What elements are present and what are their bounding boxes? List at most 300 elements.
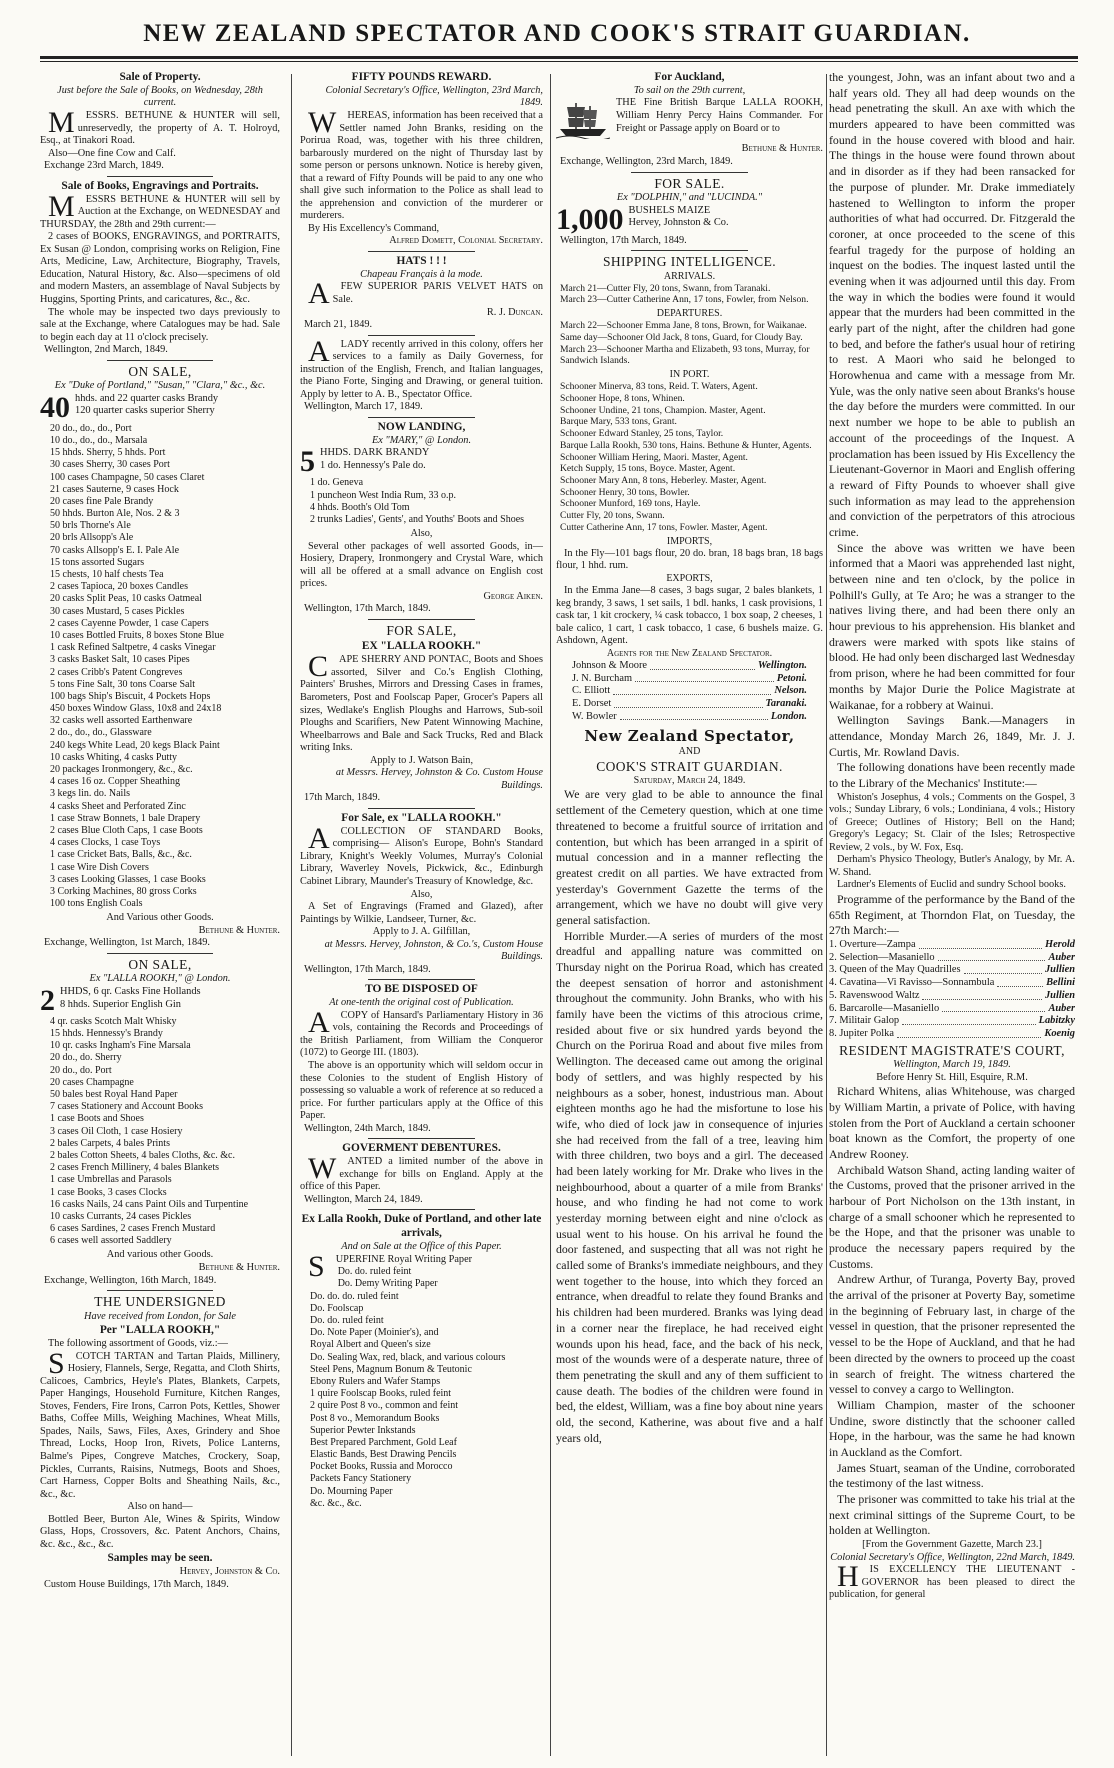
list-item: 2 trunks Ladies', Gents', and Youths' Boots and Shoes [310,513,525,525]
agent-row [556,698,823,711]
dateline: at Messrs. Hervey, Johnston & Co. Custom House Buildings. [335,767,543,791]
ship-advert [556,97,823,141]
ad-subheading: Wellington, March 19, 1849. [893,1059,1011,1071]
list-item: 1 case Umbrellas and Parasols [50,1174,172,1186]
list-item: 6 cases Sardines, 2 cases French Mustard [50,1223,216,1235]
center-line: Also on hand— [127,1501,193,1513]
small-heading: IMPORTS, [666,535,713,547]
column-rule-1 [291,74,292,1756]
piece-title: 2. Selection—Masaniello [829,951,935,963]
small-heading: IN PORT. [669,369,710,381]
lead-number: 2 [40,983,55,1017]
article-paragraph: Wellington Savings Bank.—Managers in attendance, Monday March 26, 1849, Mr. J. J. Curtis, Mr. Rowland Davis. [829,713,1075,759]
ad-subheading: And on Sale at the Office of this Paper. [341,1241,502,1253]
list-item: Steel Pens, Magnum Bonum & Teutonic [310,1363,472,1375]
list-item: 20 packages Ironmongery, &c., &c. [50,764,193,776]
list-item: 6 cases well assorted Saddlery [50,1235,172,1247]
ad-subheading: Ex "DOLPHIN," and "LUCINDA." [616,192,763,204]
composer: Koenig [1044,1027,1075,1039]
composer: Jullien [1044,964,1075,976]
section-heading: SHIPPING INTELLIGENCE. [602,254,777,270]
dateline: Exchange, Wellington, 23rd March, 1849. [560,156,733,167]
piece-title: 5. Ravenswood Waltz [829,989,920,1001]
list-item: 100 cases Champagne, 50 cases Claret [50,471,205,483]
agent-name: Johnson & Moore [572,659,648,671]
article-paragraph: the youngest, John, was an infant about two and a half years old. They all had deep wounds on the head penetrating the skull. An axe with which the murders appeared to have been committed was found in the house covered with blood and hair. The things in the house were found thrown about and in disorder as if they had been ransacked for the purpose of plunder. Mr. Drake immediately hastened to Wellington to inform the proper authorities of what had occurred. Dr. Fitzgerald the coroner, at once proceeded to the scene of this fearful tragedy for the purpose of holding an inquest on the bodies. The inquest lasted until the evening when it was adjourned until this day. From the way in which the bodies were found it would appear that the murders had been committed in the early part of the night, after the children had gone to bed, and before the father's usual hour of retiring to rest. A Maori who said he belonged to Horowhenua and came with a message from Mr. Yule, was the only native seen about Branks's house the day before the murders were committed. In our next number we hope to be able to publish an account of the proceedings of the Inquest. A proclamation has been issued by His Excellency the Lieutenant-Governor in Maori and English offering a reward of Fifty Pounds to whoever shall give such information as may lead to the apprehension and conviction of the perpetrators of this atrocious crime. [829,70,1075,539]
section-divider [368,1138,475,1139]
dot-leader [922,990,1042,1000]
dateline: Wellington, 2nd March, 1849. [44,344,168,356]
paragraph: MESSRS BETHUNE & HUNTER will sell by Auction at the Exchange, on WEDNESDAY and THURSDAY, the 28th and 29th current:— [40,189,280,230]
article-paragraph: The prisoner was committed to take his trial at the next criminal sittings of the Supreme Court, to be holden at Wellington. [829,1492,1075,1538]
list-item: Royal Albert and Queen's size [310,1339,431,1351]
list-item: Superior Pewter Inkstands [310,1424,416,1436]
dot-leader [919,939,1042,949]
list-item: Schooner Mary Ann, 8 tons, Heberley. Master, Agent. [560,474,767,486]
list-item: Schooner Undine, 21 tons, Champion. Master, Agent. [560,404,766,416]
ad-subheading: At one-tenth the original cost of Publication. [329,997,514,1009]
dot-leader [942,1003,1045,1013]
signature: Bethune & Hunter. [198,1262,280,1274]
paragraph: SCOTCH TARTAN and Tartan Plaids, Millinery, Hosiery, Flannels, Serge, Regatta, and Cloth Shirts, Calicoes, Cambrics, Heyle's Plates, Blankets, Carpets, Paper Hangings, Household Furniture, Kitchen Ranges, Stoves, Fenders, Fire Irons, Carron Pots, Kettles, Shower Baths, Coffee Mills, Weighing Machines, Wheat Mills, Spades, Nails, Saws, Files, Axes, Grindery and Shoe Thread, Locks, Hoop Iron, Rivets, Police Lanterns, Balme's Pipes, Congreve Matches, Crockery, Soap, Pickles, Currants, Raisins, Nutmegs, Boots and Shoes, Cart Harness, Copper Bolts and Sheathing Nails, &c., &c., &c. [40,1346,280,1500]
dot-leader [938,952,1046,962]
agent-row [556,673,823,686]
programme-row [829,1003,1075,1016]
column-3 [556,70,823,1762]
list-item: 20 casks Split Peas, 10 casks Oatmeal [50,593,202,605]
column-rule-3 [826,74,827,1756]
agent-name: C. Elliott [572,685,611,697]
section-divider [107,1290,213,1291]
section-heading: FOR SALE. [654,175,725,191]
lead-text: HHDS, 6 qr. Casks Fine Hollands 8 hhds. Superior English Gin [60,985,201,1010]
list-item: Do. Demy Writing Paper [337,1278,438,1290]
list-item: March 23—Schooner Martha and Elizabeth, 93 tons, Murray, for Sandwich Islands. [560,343,810,367]
dateline: Wellington, March 24, 1849. [304,1193,423,1205]
small-heading: ARRIVALS. [663,270,716,282]
center-line: Apply to J. Watson Bain, [369,754,474,766]
ad-subheading: Ex "LALLA ROOKH," @ London. [89,973,231,985]
list-item: 10 cases Bottled Fruits, 8 boxes Stone Blue [50,629,224,641]
lead-text: hhds. and 22 quarter casks Brandy 120 quarter casks superior Sherry [75,392,219,417]
list-item: 20 brls Allsopp's Ale [50,532,134,544]
signature: Hervey, Johnston & Co. [179,1566,280,1578]
paragraph: The above is an opportunity which will seldom occur in these Colonies to the student of English History of possessing so valuable a work of reference at so reduced a price. For further particulars apply at the Office of this Paper. [300,1060,543,1122]
list-item: 10 do., do., do., Marsala [50,434,148,446]
ad-subheading: Ex "Duke of Portland," "Susan," "Clara," &c., &c. [54,380,266,392]
paragraph: The whole may be inspected two days previously to sale at the Exchange, where Catalogues may be had. Sale to begin each day at 11 o'clock precisely. [40,306,280,343]
ship-icon [556,99,610,139]
list-item: 20 cases Champagne [50,1076,134,1088]
list-item: 21 cases Sauterne, 9 cases Hock [50,483,179,495]
small-heading: Agents for the New Zealand Spectator. [606,647,773,659]
list-item: 16 casks Nails, 24 cans Paint Oils and Turpentine [50,1198,249,1210]
section-divider [368,1209,475,1210]
article-paragraph: We are very glad to be able to announce the final settlement of the Cemetery question, which at one time threatened to become a fruitful source of irritation and contention, but which has been arranged in a spirit of mutual concession and in a manner reflecting the greatest credit on all parties. We have extracted from yesterday's Government Gazette the terms of the arrangement, which we have no doubt will give very general satisfaction. [556,787,823,927]
list-item: 20 do., do., do., Port [50,422,132,434]
list-item: Do. do. do. ruled feint [310,1290,399,1302]
dateline: Wellington, March 17, 1849. [304,401,423,413]
list-item: 15 hhds. Sherry, 5 hhds. Port [50,447,166,459]
list-item: 100 tons English Coals [50,898,143,910]
list-item: 3 kegs lin. do. Nails [50,788,130,800]
list-item: Schooner Edward Stanley, 25 tons, Taylor. [560,428,724,440]
ad-subheading: Chapeau Français à la mode. [360,268,483,280]
list-item: Barque Lalla Rookh, 530 tons, Hains. Bethune & Hunter, Agents. [560,439,812,451]
composer: Herold [1044,939,1075,951]
lead-text: BUSHELS MAIZE Hervey, Johnston & Co. [628,204,729,229]
shipping-list [556,283,823,306]
list-item: 2 cases Cayenne Powder, 1 case Capers [50,617,209,629]
band-programme [829,939,1075,1041]
dot-leader [613,685,771,695]
lead-number: 1,000 [556,202,624,236]
list-item: 4 cases Clocks, 1 case Toys [50,837,161,849]
dot-leader [620,711,768,721]
section-heading: THE UNDERSIGNED [94,1294,226,1310]
agent-place: Nelson. [774,685,807,697]
list-item: 10 casks Currants, 24 cases Pickles [50,1210,192,1222]
list-item: Do. Foolscap [310,1302,364,1314]
piece-title: 1. Overture—Zampa [829,939,916,951]
list-item: 1 cask Refined Saltpetre, 4 casks Vinegar [50,642,216,654]
column-2 [300,70,543,1762]
paragraph: HIS EXCELLENCY THE LIEUTENANT - GOVERNOR has been pleased to direct the publication, for general [829,1560,1075,1601]
list-item: Barque Mary, 533 tons, Grant. [560,416,677,428]
center-line: And various other Goods. [106,1249,214,1261]
list-item: Pocket Books, Russia and Morocco [310,1461,453,1473]
list-item: Schooner Henry, 30 tons, Bowler. [560,486,690,498]
column-4 [829,70,1075,1762]
dot-leader [635,673,774,683]
paragraph: AFEW SUPERIOR PARIS VELVET HATS on Sale. [308,277,543,311]
article-paragraph: Programme of the performance by the Band of the 65th Regiment, at Thorndon Flat, on Tuesday, the 27th March:— [829,892,1075,938]
ad-heading: Ex Lalla Rookh, Duke of Portland, and other late arrivals, [301,1213,542,1240]
article-paragraph: Richard Whitens, alias Whitehouse, was charged by William Martin, a private of Police, with having stolen from the Port of Auckland a certain schooner boat known as the Comfort, the property of one Andrew Rooney. [829,1084,1075,1161]
dateline: Exchange, Wellington, 1st March, 1849. [44,937,210,949]
dateline: at Messrs. Hervey, Johnston, & Co.'s, Custom House Buildings. [324,938,543,963]
dateline: Custom House Buildings, 17th March, 1849. [44,1578,229,1590]
list-item: 1 do. Geneva [310,477,364,489]
dateline: Exchange 23rd March, 1849. [44,160,164,172]
section-divider [368,417,475,418]
list-item: Schooner William Hering, Maori. Master, Agent. [560,451,748,463]
list-item: 15 tons assorted Sugars [50,556,145,568]
paragraph: CAPE SHERRY AND PONTAC, Boots and Shoes assorted, Silver and Co.'s English Clothing, Painters' Brushes, Mirrors and Dressing Cases in frames, Barometers, Post and Foolscap Paper, Grocer's Papers all sizes, Wedlake's English Ploughs and Harrows, Sub-soil Ploughs and Scarifiers, New Patent Winnowing Machine, Wheelbarrows and Bale and Sack Trucks, Red and Black writing Inks. [300,650,543,754]
list-item: &c. &c., &c. [310,1497,362,1509]
list-item: 100 bags Ship's Biscuit, 4 Pockets Hops [50,690,211,702]
list-item: March 23—Cutter Catherine Ann, 17 tons, Fowler, from Nelson. [560,294,809,306]
article-paragraph: James Stuart, seaman of the Undine, corroborated the testimony of the last witness. [829,1460,1075,1491]
agent-row [556,660,823,673]
dateline: Wellington, 24th March, 1849. [304,1122,431,1134]
piece-title: 3. Queen of the May Quadrilles [829,964,961,976]
programme-row [829,990,1075,1003]
article-paragraph: Horrible Murder.—A series of murders of the most dreadful and appalling nature was committed on Thursday night on the Porirua Road, which has created the deepest sensation of horror and astonishment throughout the community. John Branks, who with his family have been the victims of this atrocious crime, resided about five or six hundred yards beyond the Church on the Porirua Road and about five miles from Wellington. The deceased came out among the original body of settlers, and was highly respected by his neighbours as a sober, honest, industrious man. About eighteen months ago he had the misfortune to lose his wife, who died of lock jaw in consequence of injuries she had received from the fall of a tree, leaving him with three children, two boys and a girl. The deceased had been lately working for Mr. Drake who lives in the neighbourhood, about a quarter of a mile from Branks' house, and who finding he had not come to work yesterday morning between eight and nine o'clock as usual went to his house. On his arrival he found the door fastened, and suspecting that all was not right he called some of Branks's immediate neighbours, and they went together to the house, into which they forced an entrance, when dreadful to relate they found Branks and his children had been murdered. Branks was lying dead in a corner near the fireplace, he had received eight wounds upon his head, face, and the back of his neck, most of the wounds were of a desperate nature, three of them penetrating the skull and any of them sufficient to cause death. The bodies of the children were found in bed, the eldest, William, was a fine boy about nine years old, the second, Katherine, was about five and a half years old, [556,928,823,1445]
paragraph: WANTED a limited number of the above in exchange for bills on England. Apply at the office of this Paper. [300,1152,543,1193]
list-item: 50 brls Thorne's Ale [50,520,131,532]
list-item: Ebony Rulers and Wafer Stamps [310,1375,441,1387]
list-item: 4 casks Sheet and Perforated Zinc [50,800,186,812]
list-item: 10 qr. casks Ingham's Fine Marsala [50,1040,191,1052]
dot-leader [997,977,1043,987]
paragraph: In the Fly—101 bags flour, 20 do. bran, 18 bags bran, 18 bags flour, 1 hhd. rum. [556,547,823,572]
item-list [300,1266,543,1510]
ad-subheading: Just before the Sale of Books, on Wednesday, 28th current. [57,84,263,109]
list-item: Do. do. ruled feint [337,1266,412,1278]
paper-nameplate: New Zealand Spectator, [584,727,795,746]
ad-heading: For Auckland, [654,71,725,83]
paragraph: The following assortment of Goods, viz.:— [48,1338,228,1350]
agent-place: London. [770,710,807,722]
dateline: Colonial Secretary's Office, Wellington, 22nd March, 1849. [830,1551,1075,1563]
column-1 [40,70,280,1762]
ad-heading: Sale of Books, Engravings and Portraits. [61,179,259,192]
ad-heading: FIFTY POUNDS REWARD. [351,71,492,83]
list-item: 3 Corking Machines, 80 gross Corks [50,885,197,897]
agent-place: Petoni. [776,672,807,684]
ad-heading: Per "LALLA ROOKH," [99,1324,221,1337]
ad-heading: TO BE DISPOSED OF [365,983,478,996]
ad-heading: NOW LANDING, [377,420,466,433]
programme-row [829,977,1075,990]
list-item: 4 hhds. Booth's Old Tom [310,501,410,513]
agent-name: W. Bowler [572,710,617,722]
dot-leader [897,1028,1041,1038]
article-paragraph: William Champion, master of the schooner Undine, swore distinctly that the schooner called Hope, in the harbour, was the same he had known in Auckland as the Comfort. [829,1397,1075,1459]
center-line: [From the Government Gazette, March 23.] [862,1539,1042,1551]
column-rule-2 [550,74,551,1756]
list-item: 30 cases Mustard, 5 cases Pickles [50,605,185,617]
section-divider [107,176,213,177]
list-item: Do. Note Paper (Moinier's), and [310,1327,439,1339]
list-item: 15 hhds. Hennessy's Brandy [50,1028,163,1040]
list-item: 2 quire Post 8 vo., common and feint [310,1400,459,1412]
lead-item [40,983,280,1017]
item-list [40,1016,280,1248]
list-item: 50 bales best Royal Hand Paper [50,1089,178,1101]
signature: Alfred Domett, Colonial Secretary. [389,235,543,247]
ad-subheading: Have received from London, for Sale [84,1310,236,1322]
paragraph: SUPERFINE Royal Writing Paper [308,1249,473,1283]
list-item: 2 cases Tapioca, 20 boxes Candles [50,581,188,593]
composer: Labitzky [1038,1015,1075,1027]
list-item: Post 8 vo., Memorandum Books [310,1412,440,1424]
list-item: 2 cases French Millinery, 4 bales Blankets [50,1162,220,1174]
agent-row [556,711,823,724]
article-paragraph: Archibald Watson Shand, acting landing waiter of the Customs, proved that the prisoner arrived in the harbour of Port Nicholson on the 13th instant, in charge of a small schooner which he represented to be the Hope, and that the prisoner was unable to produce the necessary papers required by the Customs. [829,1162,1075,1271]
list-item: March 21—Cutter Fly, 20 tons, Swann, from Taranaki. [560,282,771,294]
item-list [300,477,543,526]
paragraph: By His Excellency's Command, [308,222,440,234]
article-paragraph: The following donations have been recently made to the Library of the Mechanics' Institute:— [829,760,1075,790]
list-item: 50 hhds. Burton Ale, Nos. 2 & 3 [50,508,180,520]
item-list [40,423,280,911]
signature: Bethune & Hunter. [198,924,280,936]
ship-text: THE Fine British Barque LALLA ROOKH, William Henry Percy Hains Commander. For Freight or Passage apply on Board or to [616,97,823,134]
dateline: March 21, 1849. [304,319,373,331]
lead-text: HHDS. DARK BRANDY 1 do. Hennessy's Pale do. [320,447,430,472]
section-divider [368,619,475,620]
list-item: 2 do., do., do., Glassware [50,727,152,739]
center-line: Also, [410,888,433,900]
paragraph: Lardner's Elements of Euclid and sundry School books. [837,879,1066,891]
list-item: 7 cases Stationery and Account Books [50,1101,204,1113]
paragraph: MESSRS. BETHUNE & HUNTER will sell, unreservedly, the property of A. T. Holroyd, Esq., at Tinakori Road. [40,106,280,147]
small-heading: EXPORTS, [666,572,713,584]
piece-title: 8. Jupiter Polka [829,1027,894,1039]
small-heading: DEPARTURES. [656,308,723,320]
list-item: Same day—Schooner Old Jack, 8 tons, Guard, for Cloudy Bay. [560,332,803,344]
ad-subheading: To sail on the 29th current, [633,84,746,96]
lead-item [40,390,280,424]
paragraph: Several other packages of well assorted Goods, in— Hosiery, Drapery, Ironmongery and Crystal Ware, which will all be offered at a small advance on English cost prices. [300,540,543,590]
piece-title: 4. Cavatina—Vi Ravisso—Sonnambula [829,977,995,989]
list-item: 2 cases Blue Cloth Caps, 1 case Boots [50,824,203,836]
list-item: Do. do. ruled feint [310,1315,384,1327]
dot-leader [964,964,1042,974]
list-item: 4 cases 16 oz. Copper Sheathing [50,776,180,788]
agent-name: E. Dorset [572,697,612,709]
list-item: 5 tons Fine Salt, 30 tons Coarse Salt [50,678,195,690]
section-divider [368,808,475,809]
paragraph: Derham's Physico Theology, Butler's Analogy, by Mr. A. W. Shand. [829,854,1075,878]
ad-heading: GOVERMENT DEBENTURES. [342,1142,501,1155]
paragraph: 2 cases of BOOKS, ENGRAVINGS, and PORTRAITS, Ex Susan @ London, comprising works on Religion, Fine Arts, Medicine, Law, Architecture, Biography, Travels, Education, Natural History, &c. Also—specimens of old and modern Masters, an assemblage of Naval Subjects by Huggins, Sporting Prints, and caricatures, &c., &c. [40,231,280,306]
agents-list [556,660,823,723]
paragraph: Also—One fine Cow and Calf. [48,147,176,159]
list-item: 30 cases Sherry, 30 cases Port [50,459,170,471]
ad-heading: HATS ! ! ! [396,255,447,268]
section-divider [107,953,213,954]
section-heading: COOK'S STRAIT GUARDIAN. [596,758,783,774]
list-item: 3 cases Oil Cloth, 1 case Hosiery [50,1125,183,1137]
center-line: Also, [410,528,433,540]
list-item: 70 casks Allsopp's E. I. Pale Ale [50,544,180,556]
programme-row [829,1028,1075,1041]
dateline: Wellington, 17th March, 1849. [304,603,431,615]
dot-leader [650,660,755,670]
programme-row [829,1015,1075,1028]
ad-heading: EX "LALLA ROOKH." [361,640,482,653]
article-paragraph: Andrew Arthur, of Turanga, Poverty Bay, proved the arrival of the prisoner at Poverty Bay, sometime in the beginning of February last, in charge of the vessel in question, that the prisoner represented the vessel to be the Hope of Auckland, and that he had been directed by the owners to proceed up the coast in search of freight. The witness chartered the vessel to convey a cargo to Wellington. [829,1272,1075,1397]
section-heading: ON SALE, [128,363,192,379]
section-heading: FOR SALE, [386,622,457,638]
article-paragraph: Since the above was written we have been informed that a Maori was apprehended last night, between nine and ten o'clock, by the police in Polhill's Gully, at Te Aro; he was a stranger to the natives living there, and had been there only an hour previous to his apprehension. His blanket and drawers were marked with spots like stains of blood. He had only been discharged last Wednesday from prison, where he had been committed for four months by Major Durie the Police Magistrate at Waikanae, for a robbery at Wainui. [829,540,1075,712]
masthead-title: NEW ZEALAND SPECTATOR AND COOK'S STRAIT GUARDIAN. [143,20,971,47]
list-item: 240 kegs White Lead, 20 kegs Black Paint [50,739,220,751]
dateline: Wellington, 17th March, 1849. [304,963,431,975]
small-heading: AND [678,745,701,757]
lead-item [556,202,823,236]
programme-row [829,952,1075,965]
paragraph: ALADY recently arrived in this colony, offers her services to a family as Daily Governess, for instruction of the English, French, and Italian languages, the Piano Forte, Singing and Drawing, or general tuition. Apply by letter to A. B., Spectator Office. [300,334,543,400]
dateline: Wellington, 17th March, 1849. [560,234,687,246]
agent-name: J. N. Burcham [572,672,633,684]
signature: R. J. Duncan. [486,306,543,318]
list-item: 3 casks Basket Salt, 10 cases Pipes [50,654,190,666]
list-item: 1 case Straw Bonnets, 1 bale Drapery [50,812,201,824]
list-item: 20 do., do. Sherry [50,1052,122,1064]
list-item: Cutter Fly, 20 tons, Swann. [560,510,665,522]
signature: Bethune & Hunter. [741,143,823,155]
lead-number: 40 [40,390,70,424]
list-item: Schooner Hope, 8 tons, Whinen. [560,393,685,405]
agent-row [556,685,823,698]
composer: Bellini [1046,977,1075,989]
list-item: 2 cases Cribb's Patent Congreves [50,666,183,678]
list-item: 1 quire Foolscap Books, ruled feint [310,1388,452,1400]
lead-item [300,445,543,479]
composer: Auber [1048,951,1075,963]
list-item: Ketch Supply, 15 tons, Boyce. Master, Agent. [560,463,736,475]
dateline: Colonial Secretary's Office, Wellington, 23rd March, 1849. [325,84,543,109]
section-divider [368,251,475,252]
shipping-list [556,381,823,533]
list-item: 4 qr. casks Scotch Malt Whisky [50,1015,177,1027]
list-item: Elastic Bands, Best Drawing Pencils [310,1449,457,1461]
list-item: 2 bales Cotton Sheets, 4 bales Cloths, &c. &c. [50,1149,235,1161]
lead-number: 5 [300,445,315,479]
dateline: Exchange, Wellington, 16th March, 1849. [44,1274,217,1286]
list-item: Do. Sealing Wax, red, black, and various colours [310,1351,506,1363]
section-divider [631,250,748,251]
center-line: Apply to J. A. Gilfillan, [372,926,471,938]
list-item: Do. Mourning Paper [310,1485,393,1497]
section-divider [368,335,475,336]
composer: Auber [1048,1002,1075,1014]
composer: Jullien [1044,989,1075,1001]
center-line: Before Henry St. Hill, Esquire, R.M. [876,1071,1028,1083]
ad-subheading: Ex "MARY," @ London. [371,434,472,446]
list-item: Schooner Munford, 169 tons, Hayle. [560,498,701,510]
piece-title: 7. Militair Galop [829,1015,900,1027]
section-divider [107,360,213,361]
masthead-rule [40,56,1078,62]
list-item: 1 case Cricket Bats, Balls, &c., &c. [50,849,192,861]
list-item: 1 case Boots and Shoes [50,1113,144,1125]
small-heading: Saturday, March 24, 1849. [633,775,746,787]
dot-leader [902,1015,1035,1025]
list-item: 2 bales Carpets, 4 bales Prints [50,1137,170,1149]
paragraph: ACOLLECTION OF STANDARD Books, comprising— Alison's Europe, Bohn's Standard Library, Knight's Weekly Volumes, Murray's Colonial Library, Waverley Novels, Pickwick, &c., Edinburgh Cabinet Library, Maunder's Treasury of Knowledge, &c. [300,821,543,887]
list-item: 20 do., do. Port [50,1064,112,1076]
list-item: 3 cases Looking Glasses, 1 case Books [50,873,206,885]
section-heading: ON SALE, [128,956,192,972]
paragraph: In the Emma Jane—8 cases, 3 bags sugar, 2 bales blankets, 1 keg brandy, 3 saws, 1 set sails, 1 bdl. hanks, 1 cask provisions, 1 cask tar, 1 kit crockery, ¼ cask tobacco, 1 box soap, 2 cheeses, 1 bale calico, 1 cart, 1 cask tobacco, 1 case, 6 bushels maize. G. Ashdown, Agent. [556,584,823,647]
ad-heading: Samples may be seen. [107,1552,213,1565]
list-item: Packets Fancy Stationery [310,1473,412,1485]
center-line: And Various other Goods. [106,912,214,924]
list-item: 20 cases fine Pale Brandy [50,495,154,507]
section-heading: RESIDENT MAGISTRATE'S COURT, [839,1042,1065,1058]
paragraph: WHEREAS, information has been received that a Settler named John Branks, residing on the Porirua Road, was, together with his three children, barbarously murdered on the night of Thursday last by some person or persons unknown. Notice is hereby given, that a reward of Fifty Pounds will be paid to any one who shall give such information to the Police as shall lead to the apprehension and conviction of the murderer or murderers. [300,106,543,222]
list-item: 15 chests, 10 half chests Tea [50,569,164,581]
signature: George Aiken. [483,590,543,602]
list-item: Best Prepared Parchment, Gold Leaf [310,1436,457,1448]
programme-row [829,964,1075,977]
ad-heading: Sale of Property. [119,71,201,83]
section-divider [368,979,475,980]
paragraph: Bottled Beer, Burton Ale, Wines & Spirits, Window Glass, Hops, Crossovers, &c. Patent Anchors, Chains, &c. &c., &c., &c. [40,1513,280,1550]
shipping-list [556,320,823,367]
list-item: 10 casks Whiting, 4 casks Putty [50,751,178,763]
dateline: 17th March, 1849. [304,792,381,804]
ad-heading: For Sale, ex "LALLA ROOKH." [341,811,502,824]
section-divider [631,172,748,173]
list-item: 1 case Books, 3 cases Clocks [50,1186,167,1198]
paragraph: ACOPY of Hansard's Parliamentary History in 36 vols, containing the Records and Proceedings of the British Parliament, from William the Conqueror (1072) to George III. (1803). [300,1005,543,1059]
